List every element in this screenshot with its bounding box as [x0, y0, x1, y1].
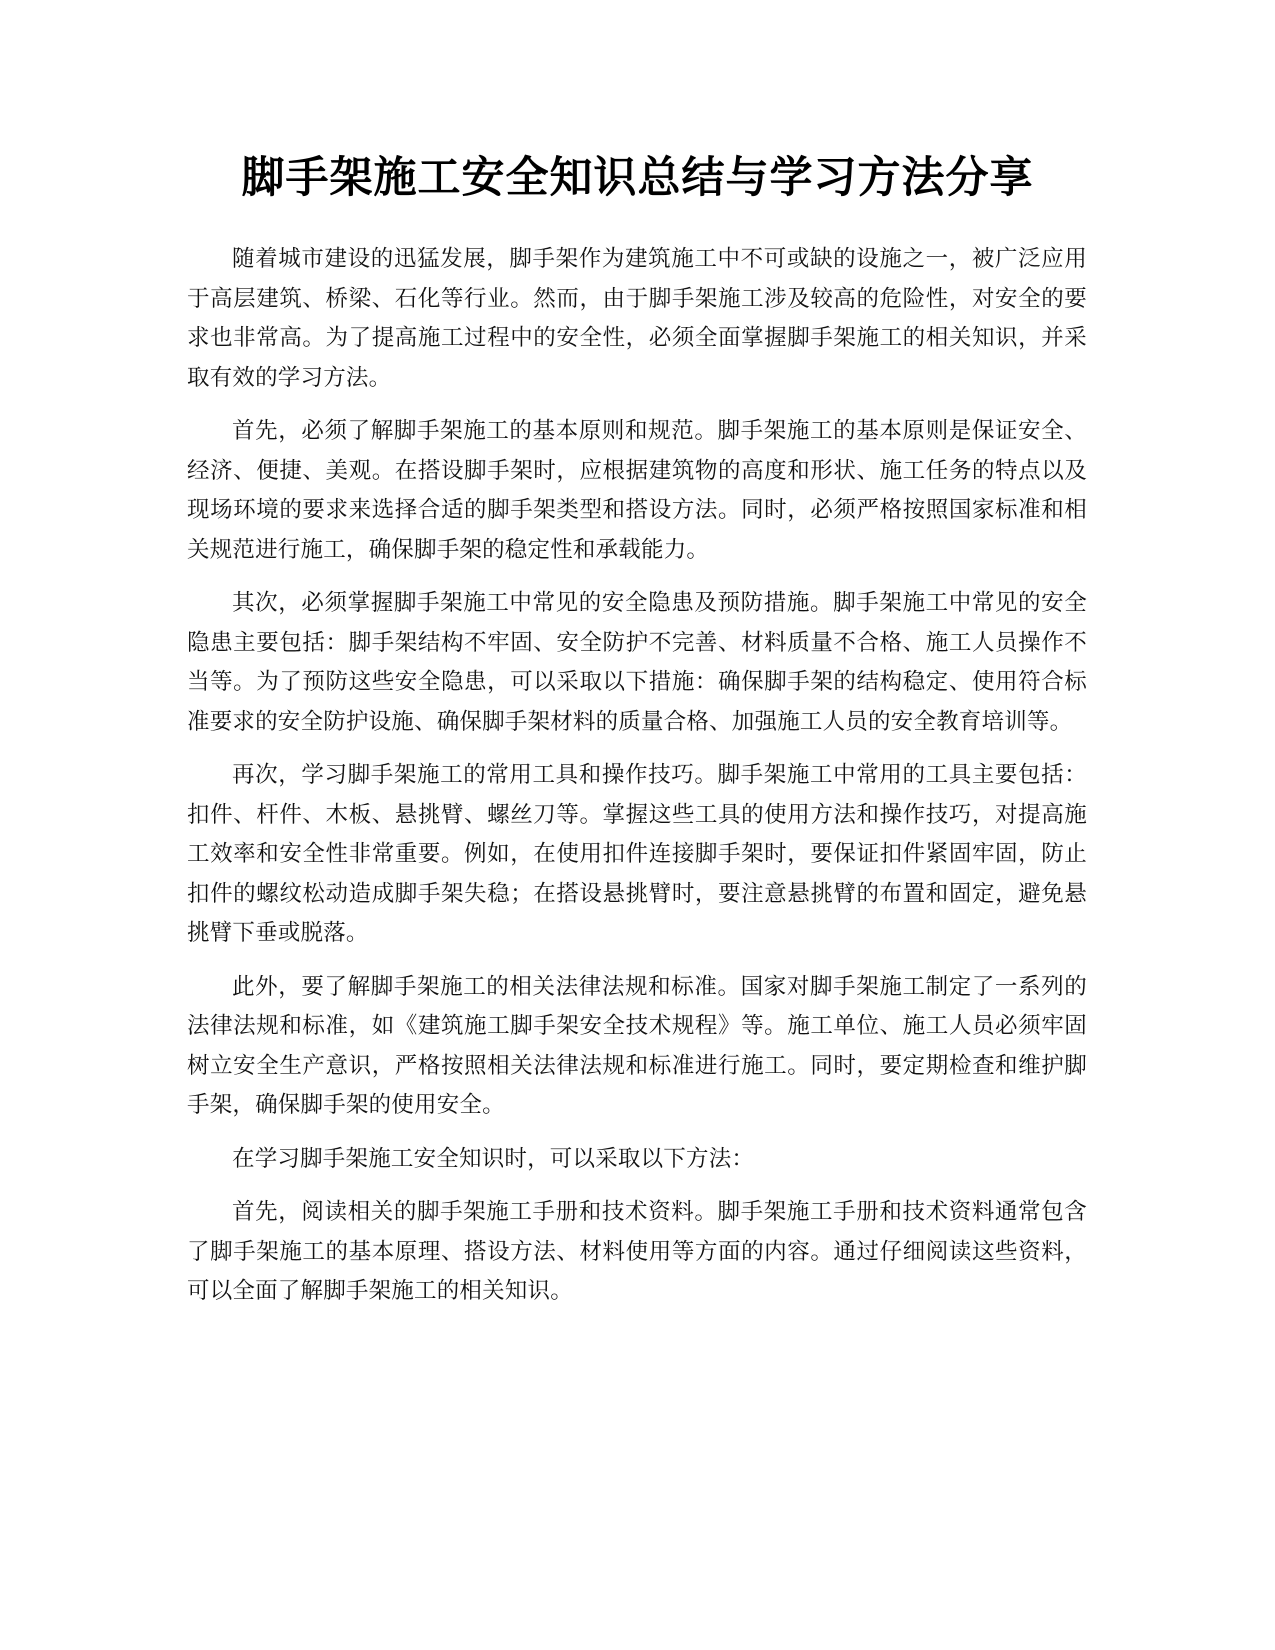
paragraph-intro: 随着城市建设的迅猛发展，脚手架作为建筑施工中不可或缺的设施之一，被广泛应用于高层建筑、桥梁、石化等行业。然而，由于脚手架施工涉及较高的危险性，对安全的要求也非常高。为了提高施工过程中的安全性，必须全面掌握脚手架施工的相关知识，并采取有效的学习方法。: [187, 246, 1087, 391]
page-title: 脚手架施工安全知识总结与学习方法分享: [241, 153, 1034, 203]
document-body: [187, 240, 1087, 1326]
paragraph-hazards: 其次，必须掌握脚手架施工中常见的安全隐患及预防措施。脚手架施工中常见的安全隐患主要包括：脚手架结构不牢固、安全防护不完善、材料质量不合格、施工人员操作不当等。为了预防这些安全隐患，可以采取以下措施：确保脚手架的结构稳定、使用符合标准要求的安全防护设施、确保脚手架材料的质量合格、加强施工人员的安全教育培训等。: [187, 590, 1087, 735]
paragraph-methods-intro: 在学习脚手架施工安全知识时，可以采取以下方法：: [232, 1145, 755, 1172]
paragraph-reading: 首先，阅读相关的脚手架施工手册和技术资料。脚手架施工手册和技术资料通常包含了脚手架施工的基本原理、搭设方法、材料使用等方面的内容。通过仔细阅读这些资料，可以全面了解脚手架施工的相关知识。: [187, 1199, 1087, 1304]
paragraph-principles: 首先，必须了解脚手架施工的基本原则和规范。脚手架施工的基本原则是保证安全、经济、便捷、美观。在搭设脚手架时，应根据建筑物的高度和形状、施工任务的特点以及现场环境的要求来选择合适的脚手架类型和搭设方法。同时，必须严格按照国家标准和相关规范进行施工，确保脚手架的稳定性和承载能力。: [187, 418, 1087, 563]
paragraph-regulations: 此外，要了解脚手架施工的相关法律法规和标准。国家对脚手架施工制定了一系列的法律法规和标准，如《建筑施工脚手架安全技术规程》等。施工单位、施工人员必须牢固树立安全生产意识，严格按照相关法律法规和标准进行施工。同时，要定期检查和维护脚手架，确保脚手架的使用安全。: [187, 973, 1087, 1118]
paragraph-tools: 再次，学习脚手架施工的常用工具和操作技巧。脚手架施工中常用的工具主要包括：扣件、杆件、木板、悬挑臂、螺丝刀等。掌握这些工具的使用方法和操作技巧，对提高施工效率和安全性非常重要。例如，在使用扣件连接脚手架时，要保证扣件紧固牢固，防止扣件的螺纹松动造成脚手架失稳；在搭设悬挑臂时，要注意悬挑臂的布置和固定，避免悬挑臂下垂或脱落。: [187, 762, 1087, 946]
